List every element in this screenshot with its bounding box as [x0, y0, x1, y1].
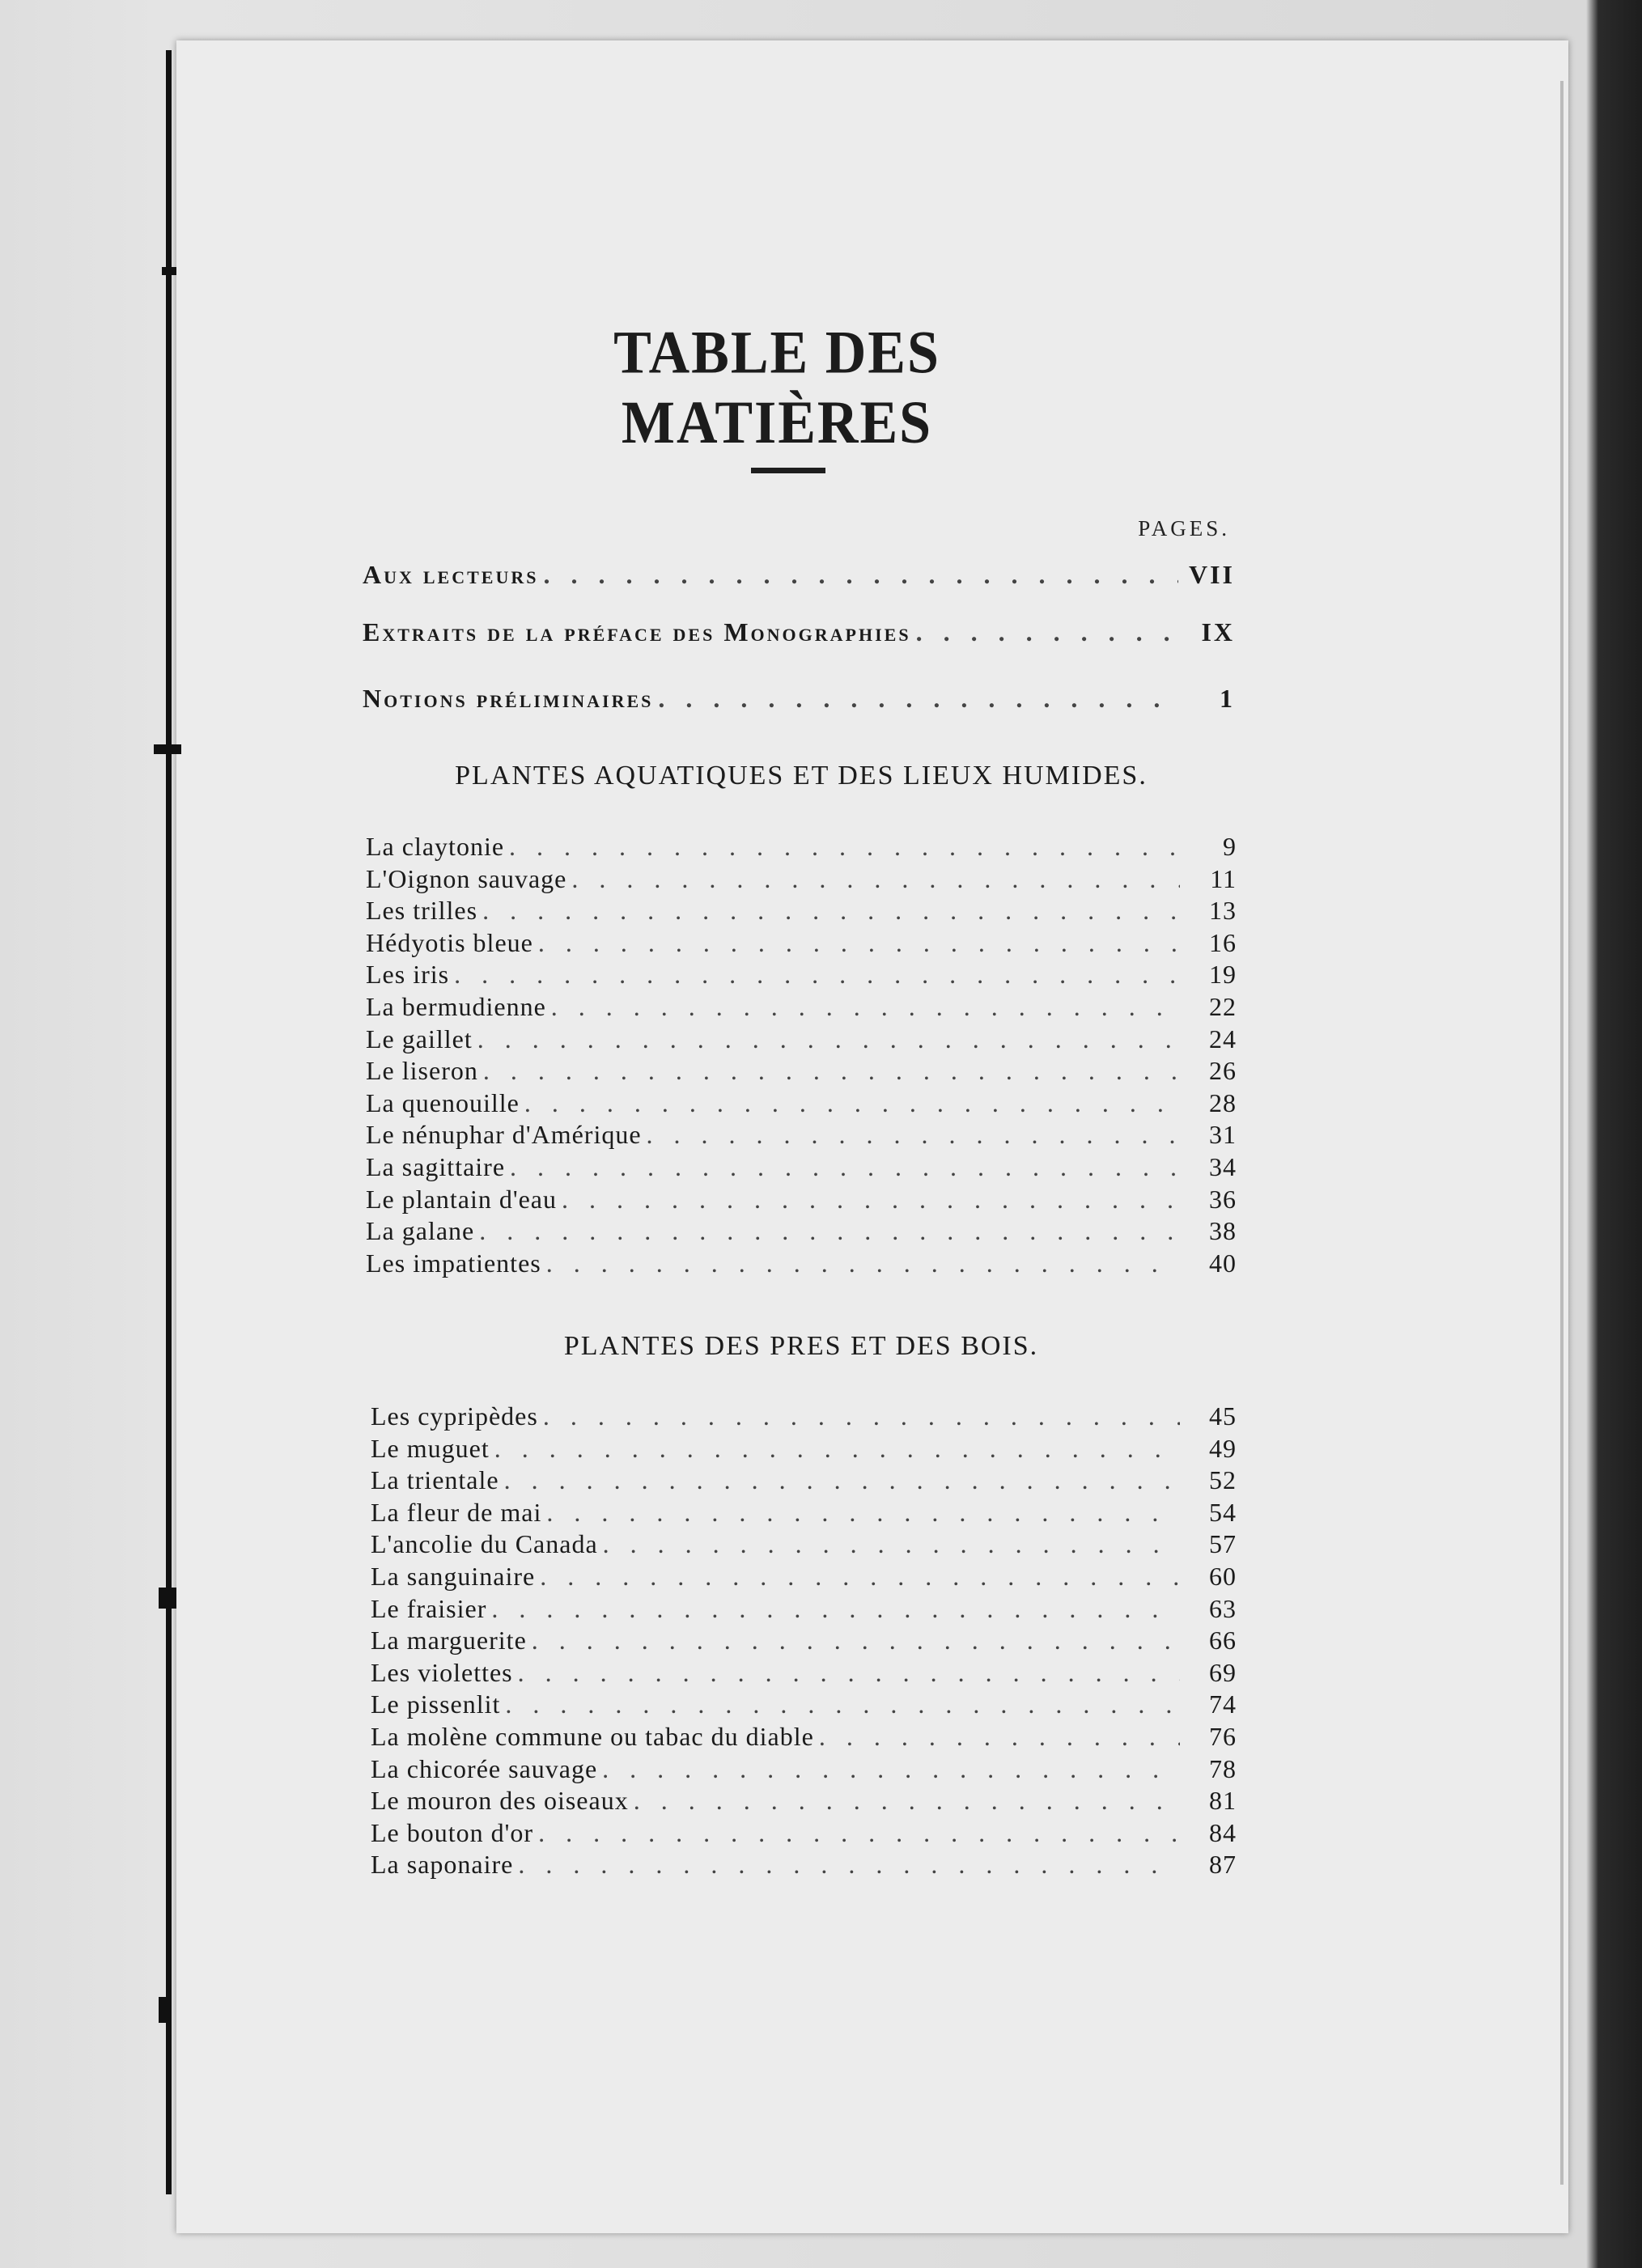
toc-entry-label: Les trilles [366, 896, 478, 926]
toc-entry-page: 26 [1209, 1056, 1237, 1086]
toc-entry [366, 1120, 1237, 1152]
toc-entry-label: Le muguet [371, 1433, 490, 1463]
toc-entry-page: 24 [1209, 1024, 1237, 1053]
toc-entry [371, 1818, 1237, 1850]
toc-entry-page: 66 [1209, 1626, 1237, 1655]
toc-entry-page: 76 [1209, 1722, 1237, 1751]
toc-entry [371, 1401, 1237, 1434]
toc-entry-page: 1 [1220, 684, 1235, 713]
toc-entry-label: La chicorée sauvage [371, 1753, 598, 1783]
leader-dots [546, 1248, 1180, 1278]
page-title: TABLE DES MATIÈRES [613, 319, 940, 457]
toc-entry [363, 617, 1235, 653]
binding-knot-2 [154, 744, 181, 754]
toc-entry [363, 684, 1235, 719]
leader-dots [504, 1465, 1180, 1495]
leader-dots [546, 1498, 1180, 1528]
leader-dots [540, 1562, 1180, 1592]
toc-entry-label: La fleur de mai [371, 1497, 542, 1527]
toc-entry [371, 1658, 1237, 1690]
toc-entry-label: Notions préliminaires [363, 684, 654, 713]
toc-entry [366, 1185, 1237, 1217]
leader-dots [494, 1434, 1180, 1464]
binding-knot-1 [162, 267, 176, 275]
toc-entry-label: Le plantain d'eau [366, 1184, 557, 1214]
leader-dots [524, 1088, 1180, 1118]
toc-entry-page: 60 [1209, 1562, 1237, 1591]
leader-dots [509, 832, 1180, 862]
toc-entry-page: 87 [1209, 1850, 1237, 1880]
toc-entry [371, 1626, 1237, 1658]
toc-entry-page: 36 [1209, 1184, 1237, 1214]
leader-dots [482, 896, 1180, 926]
toc-entry-label: La trientale [371, 1465, 499, 1495]
toc-entry [371, 1754, 1237, 1787]
toc-entry-label: Le fraisier [371, 1593, 487, 1623]
section-heading: PLANTES DES PRES ET DES BOIS. [563, 1331, 1039, 1361]
leader-dots [477, 1024, 1180, 1054]
leader-dots [518, 1658, 1180, 1688]
toc-entry-label: Les violettes [371, 1657, 513, 1687]
toc-entry-page: 11 [1210, 863, 1237, 893]
toc-entry-label: La molène commune ou tabac du diable [371, 1722, 814, 1751]
toc-entry [366, 1024, 1237, 1057]
toc-entry-page: 69 [1209, 1657, 1237, 1687]
toc-entry-label: L'ancolie du Canada [371, 1529, 598, 1559]
leader-dots [647, 1120, 1180, 1150]
toc-entry [371, 1594, 1237, 1626]
leader-dots [916, 617, 1178, 647]
toc-entry-page: 52 [1209, 1465, 1237, 1495]
leader-dots [538, 928, 1180, 958]
leader-dots [571, 864, 1180, 894]
leader-dots [454, 960, 1180, 990]
toc-entry-label: Le mouron des oiseaux [371, 1786, 629, 1816]
toc-entry-page: 78 [1209, 1753, 1237, 1783]
toc-entry-label: Les cypripèdes [371, 1401, 538, 1431]
toc-entry-label: Le liseron [366, 1056, 478, 1086]
toc-entry [366, 960, 1237, 992]
toc-entry-label: La sagittaire [366, 1152, 506, 1181]
toc-entry-page: 49 [1209, 1433, 1237, 1463]
leader-dots [634, 1786, 1180, 1816]
toc-entry-label: La marguerite [371, 1626, 527, 1655]
toc-entry [371, 1786, 1237, 1818]
toc-entry-label: La saponaire [371, 1850, 514, 1880]
pages-column-header: PAGES. [1138, 516, 1230, 541]
leader-dots [543, 560, 1178, 590]
toc-entry-page: 16 [1209, 927, 1237, 957]
toc-entry-page: 22 [1209, 992, 1237, 1021]
toc-entry-page: 74 [1209, 1689, 1237, 1719]
toc-entry [366, 992, 1237, 1024]
toc-entry-page: 57 [1209, 1529, 1237, 1559]
toc-entry [371, 1434, 1237, 1466]
toc-entry [371, 1689, 1237, 1722]
toc-entry-page: IX [1201, 617, 1235, 646]
leader-dots [543, 1401, 1180, 1431]
toc-entry [371, 1498, 1237, 1530]
toc-entry-page: VII [1188, 560, 1235, 589]
toc-entry-label: La bermudienne [366, 992, 546, 1021]
toc-entry-page: 9 [1223, 832, 1237, 861]
toc-entry-label: Les impatientes [366, 1248, 541, 1278]
toc-entry-page: 38 [1209, 1216, 1237, 1246]
toc-entry [366, 896, 1237, 928]
toc-entry-label: Extraits de la préface des Monographies [363, 617, 911, 646]
toc-entry-label: Le bouton d'or [371, 1817, 534, 1847]
toc-entry-page: 45 [1209, 1401, 1237, 1431]
toc-entry [371, 1850, 1237, 1882]
leader-dots [538, 1818, 1180, 1848]
toc-entry-label: Hédyotis bleue [366, 927, 533, 957]
toc-entry-page: 54 [1209, 1497, 1237, 1527]
leader-dots [479, 1216, 1180, 1246]
toc-entry-page: 40 [1209, 1248, 1237, 1278]
toc-entry-label: La sanguinaire [371, 1562, 536, 1591]
toc-entry [366, 1216, 1237, 1248]
binding-knot-3 [159, 1588, 176, 1609]
title-rule [751, 468, 825, 473]
toc-entry-label: La galane [366, 1216, 475, 1246]
toc-entry [371, 1562, 1237, 1594]
toc-entry-page: 28 [1209, 1087, 1237, 1117]
section-heading: PLANTES AQUATIQUES ET DES LIEUX HUMIDES. [455, 761, 1148, 791]
page-edge [1560, 81, 1564, 2185]
leader-dots [518, 1850, 1180, 1880]
toc-entry [366, 1056, 1237, 1088]
toc-entry-page: 13 [1209, 896, 1237, 926]
toc-entry [366, 1152, 1237, 1185]
leader-dots [658, 684, 1178, 714]
toc-entry-label: Le pissenlit [371, 1689, 501, 1719]
toc-entry-label: Aux lecteurs [363, 560, 539, 589]
toc-entry [371, 1722, 1237, 1754]
leader-dots [510, 1152, 1180, 1182]
binding-knot-4 [159, 1997, 172, 2023]
toc-entry-page: 19 [1209, 960, 1237, 990]
leader-dots [483, 1056, 1180, 1086]
toc-entry-label: La claytonie [366, 832, 505, 861]
leader-dots [532, 1626, 1180, 1655]
toc-entry-label: Le gaillet [366, 1024, 473, 1053]
toc-entry-label: Le nénuphar d'Amérique [366, 1120, 642, 1150]
leader-dots [491, 1594, 1180, 1624]
toc-entry-label: L'Oignon sauvage [366, 863, 567, 893]
toc-entry [371, 1465, 1237, 1498]
toc-entry-page: 81 [1209, 1786, 1237, 1816]
leader-dots [551, 992, 1180, 1022]
leader-dots [602, 1754, 1180, 1784]
toc-entry [371, 1529, 1237, 1562]
toc-entry [366, 864, 1237, 897]
leader-dots [562, 1185, 1180, 1215]
toc-entry [363, 560, 1235, 596]
leader-dots [505, 1689, 1180, 1719]
toc-entry [366, 1088, 1237, 1121]
toc-entry-label: Les iris [366, 960, 450, 990]
toc-entry [366, 832, 1237, 864]
toc-entry [366, 1248, 1237, 1281]
toc-entry [366, 928, 1237, 960]
leader-dots [603, 1529, 1180, 1559]
toc-entry-page: 84 [1209, 1817, 1237, 1847]
binding-thread [166, 50, 172, 2194]
toc-entry-page: 34 [1209, 1152, 1237, 1181]
toc-entry-page: 31 [1209, 1120, 1237, 1150]
toc-entry-label: La quenouille [366, 1087, 520, 1117]
leader-dots [819, 1722, 1180, 1752]
toc-entry-page: 63 [1209, 1593, 1237, 1623]
